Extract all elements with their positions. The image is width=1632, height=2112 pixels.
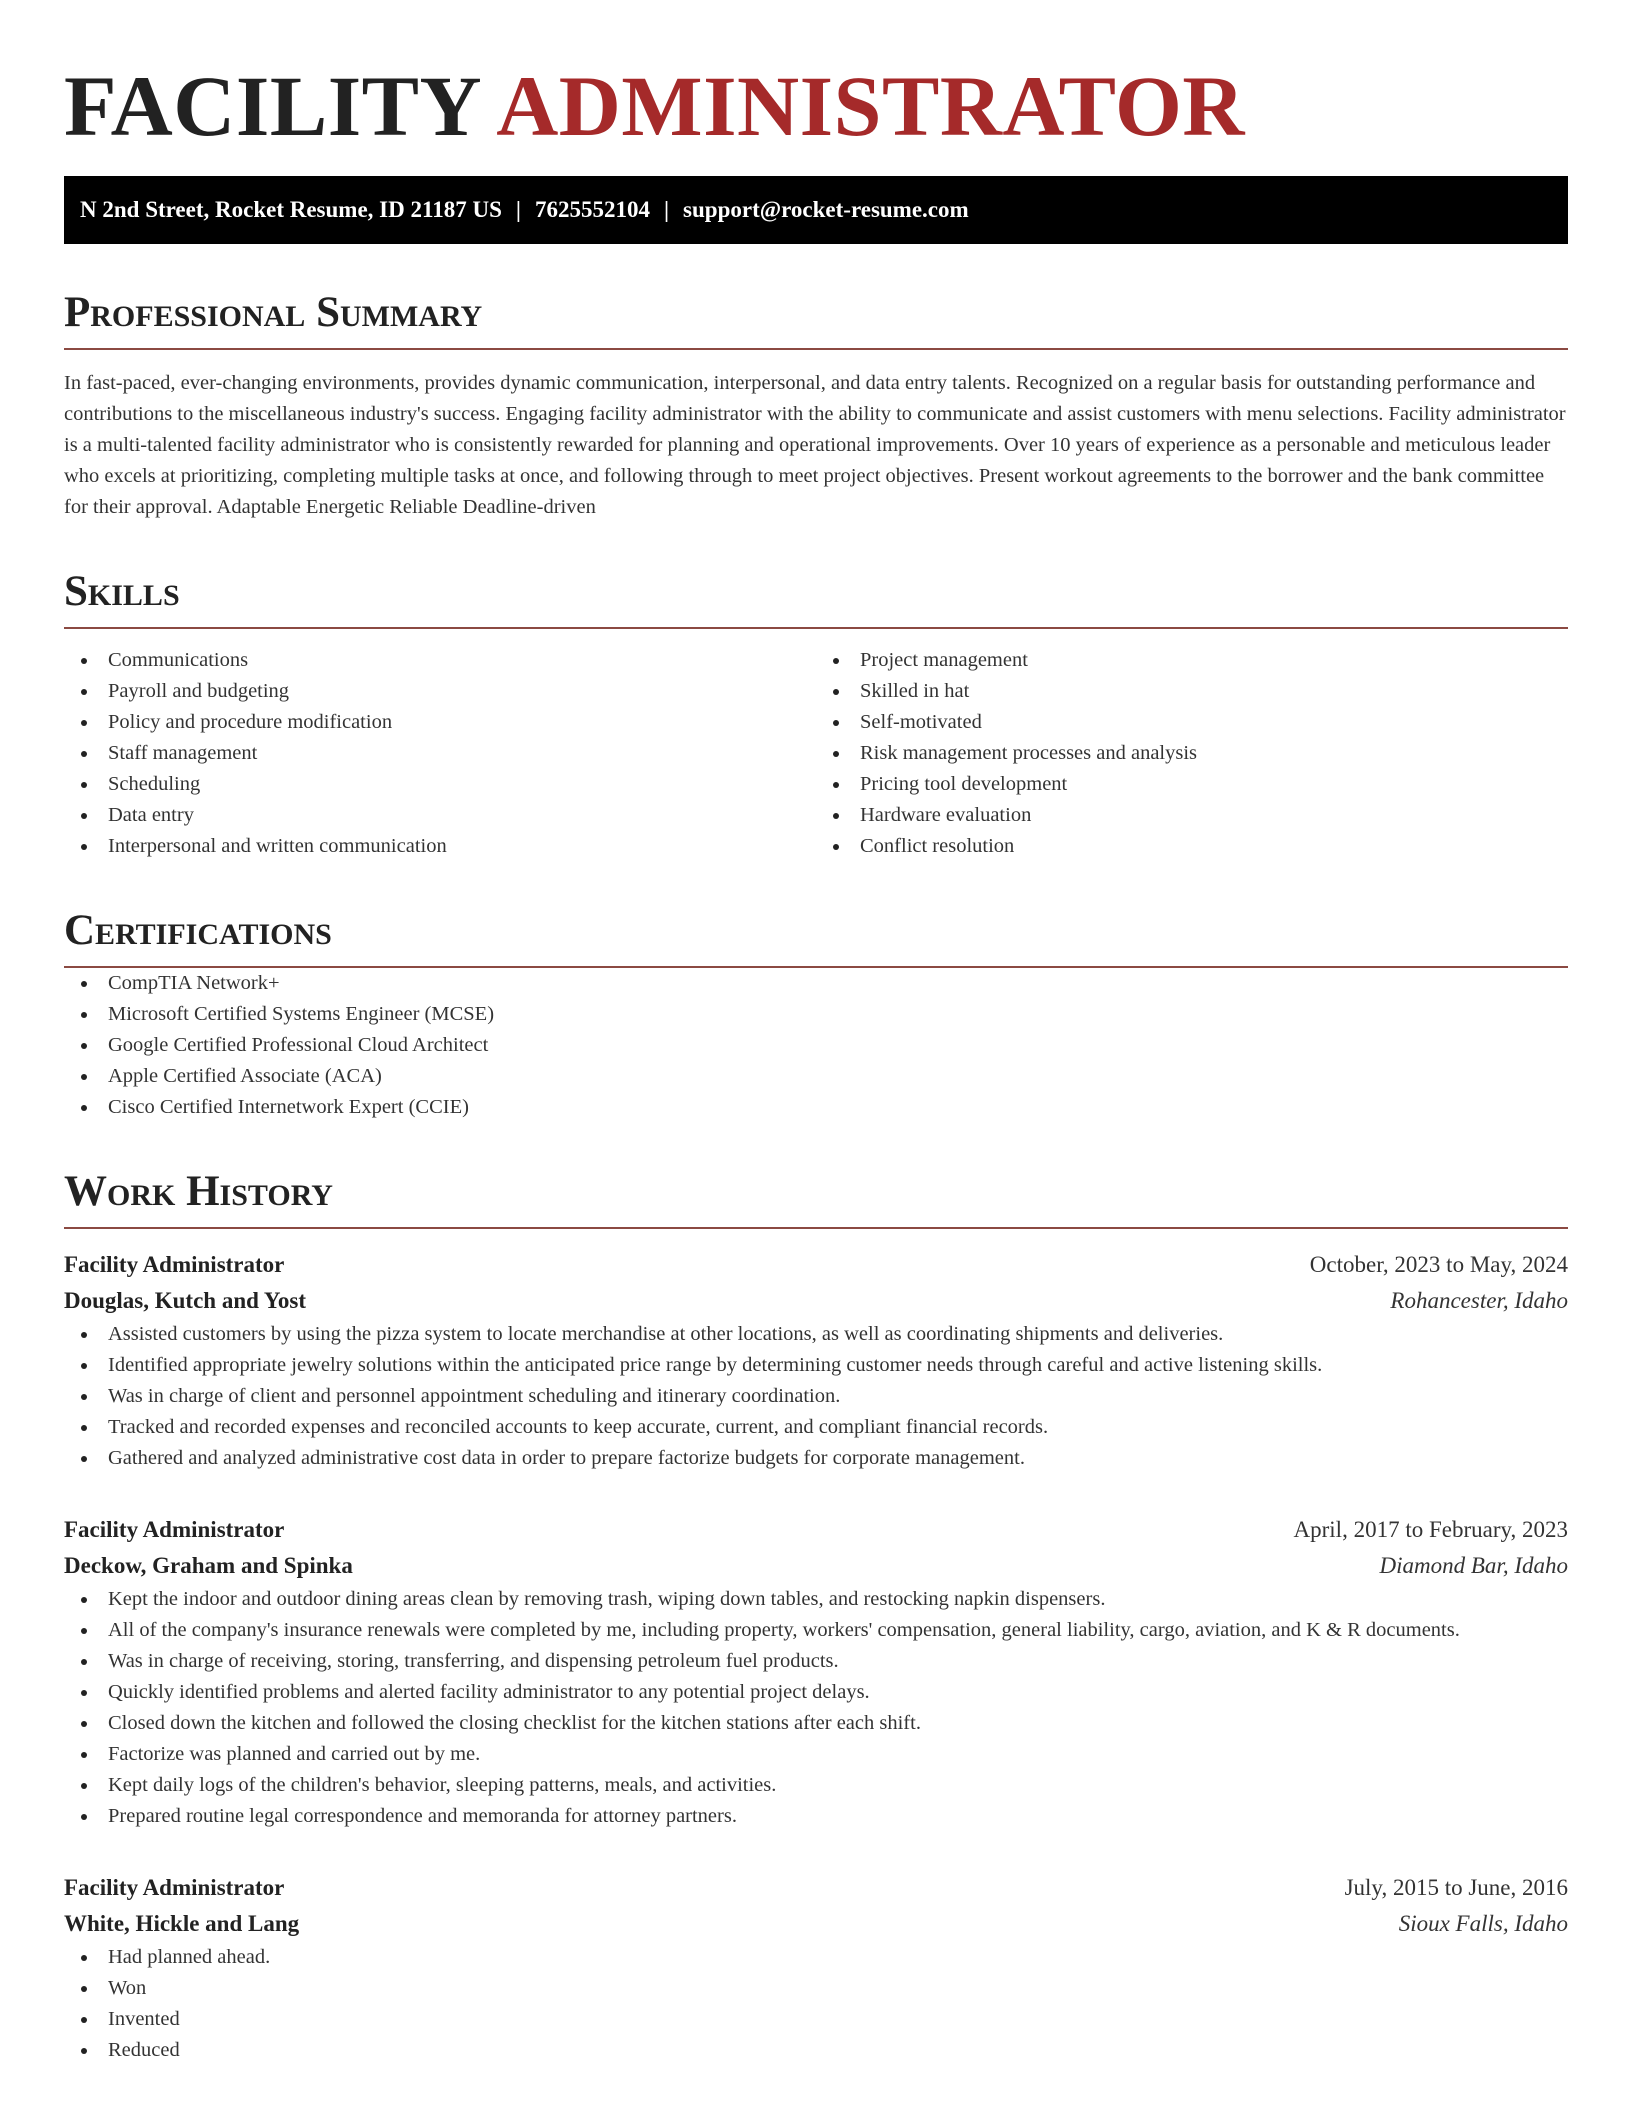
job-duty-item: Quickly identified problems and alerted facility administrator to any potential project delays. [64,1677,1568,1708]
certification-item: Cisco Certified Internetwork Expert (CCIE) [64,1092,1568,1123]
job-location: Sioux Falls, Idaho [1398,1911,1568,1936]
name-last: ADMINISTRATOR [496,58,1245,154]
job-location: Rohancester, Idaho [1390,1288,1568,1313]
job-duty-item: Factorize was planned and carried out by me. [64,1739,1568,1770]
job-duties-list [64,1319,1568,1474]
skills-list [816,645,1568,862]
skills-list [64,645,816,862]
skill-item: Staff management [64,738,816,769]
job-company-row [64,1283,1568,1319]
job-duty-item: Reduced [64,2035,1568,2066]
job-entry [64,1512,1568,1832]
contact-address: N 2nd Street, Rocket Resume, ID 21187 US [80,197,502,222]
job-title: Facility Administrator [64,1517,285,1542]
skill-item: Pricing tool development [816,769,1568,800]
contact-phone: 7625552104 [534,197,650,222]
job-duty-item: Was in charge of receiving, storing, transferring, and dispensing petroleum fuel products. [64,1646,1568,1677]
job-duty-item: Kept daily logs of the children's behavior, sleeping patterns, meals, and activities. [64,1770,1568,1801]
skills-column-right [816,645,1568,862]
skill-item: Scheduling [64,769,816,800]
skill-item: Interpersonal and written communication [64,831,816,862]
section-title: Professional Summary [64,288,1568,350]
certification-item: Google Certified Professional Cloud Architect [64,1030,1568,1061]
job-company: Douglas, Kutch and Yost [64,1288,306,1313]
section-title: Work History [64,1167,1568,1229]
job-header-row [64,1512,1568,1548]
job-company: Deckow, Graham and Spinka [64,1553,353,1578]
certification-item: CompTIA Network+ [64,968,1568,999]
skills-grid [64,645,1568,862]
job-company-row [64,1906,1568,1942]
job-header-row [64,1247,1568,1283]
job-dates: April, 2017 to February, 2023 [1293,1517,1568,1542]
job-entry [64,1247,1568,1474]
contact-bar [64,176,1568,244]
skill-item: Hardware evaluation [816,800,1568,831]
section-title: Certifications [64,906,1568,968]
resume-name [64,0,1568,156]
job-dates: July, 2015 to June, 2016 [1344,1875,1568,1900]
job-duty-item: Had planned ahead. [64,1942,1568,1973]
skills-column-left [64,645,816,862]
job-duties-list [64,1584,1568,1832]
job-duty-item: Kept the indoor and outdoor dining areas clean by removing trash, wiping down tables, and restocking napkin dispensers. [64,1584,1568,1615]
job-title: Facility Administrator [64,1875,285,1900]
contact-separator: | [663,197,670,222]
certification-item: Apple Certified Associate (ACA) [64,1061,1568,1092]
section-title: Skills [64,567,1568,629]
job-title: Facility Administrator [64,1252,285,1277]
job-duties-list [64,1942,1568,2066]
skills-section [64,567,1568,862]
contact-separator: | [515,197,521,222]
skill-item: Project management [816,645,1568,676]
certifications-section [64,906,1568,1123]
job-duty-item: Prepared routine legal correspondence and memoranda for attorney partners. [64,1801,1568,1832]
skill-item: Risk management processes and analysis [816,738,1568,769]
job-company-row [64,1548,1568,1584]
skill-item: Payroll and budgeting [64,676,816,707]
job-duty-item: Closed down the kitchen and followed the closing checklist for the kitchen stations after each shift. [64,1708,1568,1739]
job-duty-item: Won [64,1973,1568,2004]
skill-item: Policy and procedure modification [64,707,816,738]
certifications-list [64,968,1568,1123]
name-first: FACILITY [64,58,479,154]
job-duty-item: Was in charge of client and personnel appointment scheduling and itinerary coordination. [64,1381,1568,1412]
job-duty-item: Tracked and recorded expenses and reconciled accounts to keep accurate, current, and compliant financial records. [64,1412,1568,1443]
work-history-section [64,1167,1568,2066]
job-duty-item: Identified appropriate jewelry solutions within the anticipated price range by determining customer needs through careful and active listening skills. [64,1350,1568,1381]
certification-item: Microsoft Certified Systems Engineer (MCSE) [64,999,1568,1030]
skill-item: Communications [64,645,816,676]
job-company: White, Hickle and Lang [64,1911,300,1936]
job-duty-item: Invented [64,2004,1568,2035]
job-duty-item: Gathered and analyzed administrative cost data in order to prepare factorize budgets for corporate management. [64,1443,1568,1474]
summary-text: In fast-paced, ever-changing environments, provides dynamic communication, interpersonal, and data entry talents. Recognized on a regular basis for outstanding performance and contributions to the miscellaneous industry's success. Engaging facility administrator with the ability to communicate and assist customers with menu selections. Facility administrator is a multi-talented facility administrator who is consistently rewarded for planning and operational improvements. Over 10 years of experience as a personable and meticulous leader who excels at prioritizing, completing multiple tasks at once, and following through to meet project objectives. Present workout agreements to the borrower and the bank committee for their approval. Adaptable Energetic Reliable Deadline-driven [64,372,1566,518]
job-dates: October, 2023 to May, 2024 [1309,1252,1568,1277]
skill-item: Self-motivated [816,707,1568,738]
job-header-row [64,1870,1568,1906]
skill-item: Conflict resolution [816,831,1568,862]
skill-item: Data entry [64,800,816,831]
job-entry [64,1870,1568,2066]
job-location: Diamond Bar, Idaho [1379,1553,1568,1578]
summary-section [64,288,1568,523]
contact-email[interactable]: support@rocket-resume.com [683,197,969,222]
skill-item: Skilled in hat [816,676,1568,707]
job-duty-item: Assisted customers by using the pizza system to locate merchandise at other locations, as well as coordinating shipments and deliveries. [64,1319,1568,1350]
job-duty-item: All of the company's insurance renewals were completed by me, including property, workers' compensation, general liability, cargo, aviation, and K & R documents. [64,1615,1568,1646]
